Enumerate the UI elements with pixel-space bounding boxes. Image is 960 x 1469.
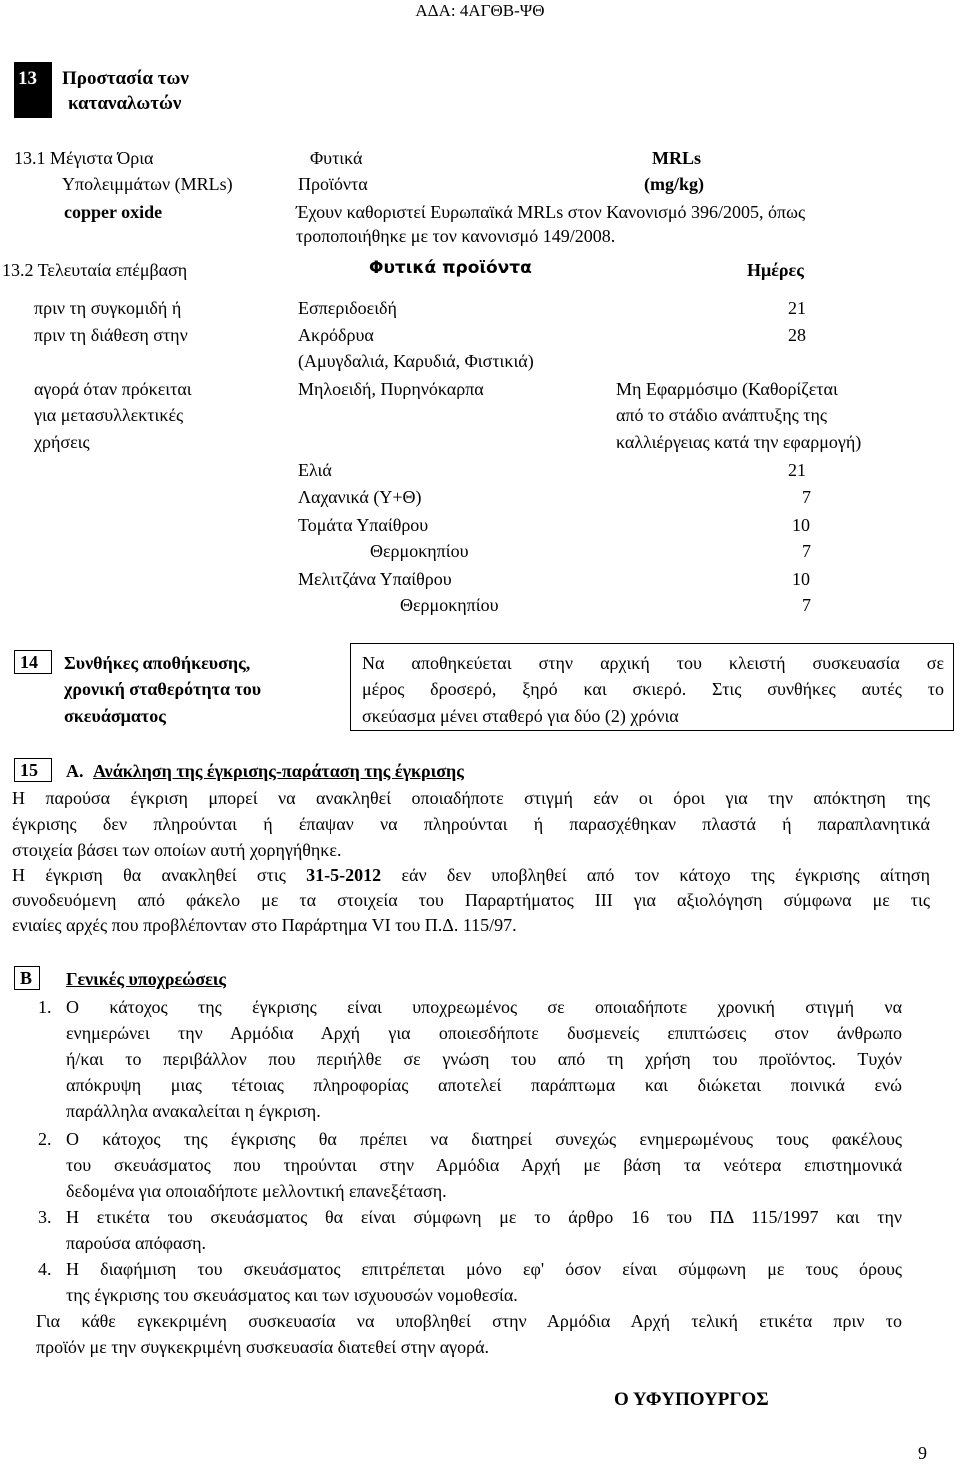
obligation-1-number: 1. xyxy=(38,997,52,1017)
storage-text: Να αποθηκεύεται στην αρχική του κλειστή συσκευασία σε xyxy=(362,653,944,673)
obligation-2: Ο κάτοχος της έγκρισης θα πρέπει να διατηρεί συνεχώς ενημερωμένους τους φακέλους xyxy=(66,1129,902,1149)
phi-row-tomato: Τομάτα Υπαίθρου xyxy=(298,515,429,535)
obligation-1-5: παράλληλα ανακαλείται η έγκριση. xyxy=(66,1101,321,1121)
phi-row-citrus-days: 21 xyxy=(788,298,806,318)
obligation-1-3: ή/και το περιβάλλον που περιήλθε σε γνώση του από τη χρήση του προϊόντος. Τυχόν xyxy=(66,1049,902,1069)
obligation-2-number: 2. xyxy=(38,1129,52,1149)
phi-row-olive: Ελιά xyxy=(298,460,332,480)
final-paragraph: Για κάθε εγκεκριμένη συσκευασία να υποβληθεί στην Αρμόδια Αρχή τελική ετικέτα πριν το xyxy=(36,1311,902,1331)
phi-row-eggplant-greenhouse-days: 7 xyxy=(802,595,811,615)
revocation-p1-2: έγκρισης δεν πληρούνται ή έπαψαν να πληρούνται ή παρασχέθηκαν πλαστά ή παραπλανητικά xyxy=(12,814,930,834)
storage-text-3: σκεύασμα μένει σταθερό για δύο (2) χρόνια xyxy=(362,706,679,726)
revocation-date: 31-5-2012 xyxy=(306,865,382,885)
phi-row-nuts: Ακρόδρυα xyxy=(298,325,374,345)
obligation-2-2: του σκευάσματος που τηρούνται στην Αρμόδια Αρχή με βάση τα νεότερα επιστημονικά xyxy=(66,1155,902,1175)
s13-2-label-6: χρήσεις xyxy=(34,432,90,452)
obligation-3-2: παρούσα απόφαση. xyxy=(66,1233,207,1253)
obligation-2-3: δεδομένα για οποιαδήποτε μελλοντική επανεξέταση. xyxy=(66,1181,447,1201)
obligation-4: Η διαφήμιση του σκευάσματος επιτρέπεται μόνο εφ' όσον είναι σύμφωνη με τους όρους xyxy=(66,1259,902,1279)
section-14-title: Συνθήκες αποθήκευσης, xyxy=(64,653,251,673)
section-14-title-3: σκευάσματος xyxy=(64,706,166,726)
phi-row-nuts-sub: (Αμυγδαλιά, Καρυδιά, Φιστικιά) xyxy=(298,351,534,371)
section-13-title: Προστασία των xyxy=(62,68,189,89)
s13-1-label: 13.1 Μέγιστα Όρια xyxy=(14,148,154,168)
mrl-col-products: Φυτικά xyxy=(310,148,363,168)
mrl-note-2: τροποποιήθηκε με τον κανονισμό 149/2008. xyxy=(296,226,616,246)
phi-row-tomato-greenhouse: Θερμοκηπίου xyxy=(370,541,469,561)
s13-2-label-4: αγορά όταν πρόκειται xyxy=(34,379,192,399)
signature: Ο ΥΦΥΠΟΥΡΓΟΣ xyxy=(614,1389,769,1410)
revocation-p2: Η έγκριση θα ανακληθεί στις 31-5-2012 εάν δεν υποβληθεί από τον κάτοχο της έγκρισης αίτηση xyxy=(12,865,931,885)
phi-row-eggplant-days: 10 xyxy=(792,569,810,589)
mrl-col-units: (mg/kg) xyxy=(644,174,704,194)
section-15-number: 15 xyxy=(14,758,52,782)
mrl-note: Έχουν καθοριστεί Ευρωπαϊκά MRLs στον Κανονισμό 396/2005, όπως xyxy=(296,202,806,222)
ada-header: ΑΔΑ: 4ΑΓΘΒ-ΨΘ xyxy=(415,1,545,20)
revocation-p2-2: συνοδευόμενη από φάκελο με τα στοιχεία του Παραρτήματος ΙΙΙ για αξιολόγηση σύμφωνα με τις xyxy=(12,890,930,910)
obligation-1-2: ενημερώνει την Αρμόδια Αρχή για οποιεσδήποτε δυσμενείς επιπτώσεις στον άνθρωπο xyxy=(66,1023,902,1043)
phi-row-pome-days-2: από το στάδιο ανάπτυξης της xyxy=(616,405,828,425)
phi-row-olive-days: 21 xyxy=(788,460,806,480)
s13-2-label-3: πριν τη διάθεση στην xyxy=(34,325,188,345)
phi-row-nuts-days: 28 xyxy=(788,325,806,345)
revocation-p2-3: ενιαίες αρχές που προβλέπονταν στο Παράρτημα VI του Π.Δ. 115/97. xyxy=(12,915,517,935)
phi-row-tomato-days: 10 xyxy=(792,515,810,535)
phi-row-pome-days-3: καλλιέργειας κατά την εφαρμογή) xyxy=(616,432,862,452)
mrl-col-mrls: MRLs xyxy=(652,148,701,168)
phi-row-citrus: Εσπεριδοειδή xyxy=(298,298,397,318)
obligation-3: Η ετικέτα του σκευάσματος θα είναι σύμφωνη με το άρθρο 16 του ΠΔ 115/1997 και την xyxy=(66,1207,902,1227)
phi-row-vegetables-days: 7 xyxy=(802,487,811,507)
section-b-title: Γενικές υποχρεώσεις xyxy=(66,969,226,989)
s13-1-label-3: copper oxide xyxy=(64,202,163,222)
s13-2-label-5: για μετασυλλεκτικές xyxy=(34,405,184,425)
section-13-title-2: καταναλωτών xyxy=(68,93,182,114)
phi-row-pome: Μηλοειδή, Πυρηνόκαρπα xyxy=(298,379,484,399)
phi-col-days: Ημέρες xyxy=(747,260,804,280)
phi-row-pome-days: Μη Εφαρμόσιμο (Καθορίζεται xyxy=(616,379,838,399)
phi-row-vegetables: Λαχανικά (Υ+Θ) xyxy=(298,487,422,507)
mrl-col-products-2: Προϊόντα xyxy=(298,174,368,194)
revocation-p1: Η παρούσα έγκριση μπορεί να ανακληθεί οποιαδήποτε στιγμή εάν οι όροι για την απόκτηση της xyxy=(12,788,930,808)
phi-row-tomato-greenhouse-days: 7 xyxy=(802,541,811,561)
page-number: 9 xyxy=(918,1443,927,1463)
section-14-number: 14 xyxy=(14,650,52,674)
obligation-4-number: 4. xyxy=(38,1259,52,1279)
final-paragraph-2: προϊόν με την συγκεκριμένη συσκευασία διατεθεί στην αγορά. xyxy=(36,1337,490,1357)
revocation-p1-3: στοιχεία βάσει των οποίων αυτή χορηγήθηκε. xyxy=(12,840,342,860)
section-14-title-2: χρονική σταθερότητα του xyxy=(64,679,262,699)
phi-col-products: Φυτικά προϊόντα xyxy=(369,258,532,278)
s13-2-label-2: πριν τη συγκομιδή ή xyxy=(34,298,182,318)
storage-text-2: μέρος δροσερό, ξηρό και σκιερό. Στις συνθήκες αυτές το xyxy=(362,679,944,699)
obligation-4-2: της έγκρισης του σκευάσματος και των ισχυουσών νομοθεσία. xyxy=(66,1285,518,1305)
section-15-title: Ανάκληση της έγκρισης-παράταση της έγκρισης xyxy=(93,761,464,781)
section-15-letter: Α. xyxy=(66,761,84,781)
obligation-1: Ο κάτοχος της έγκρισης είναι υποχρεωμένος σε οποιαδήποτε χρονική στιγμή να xyxy=(66,997,902,1017)
s13-2-label: 13.2 Τελευταία επέμβαση xyxy=(2,260,188,280)
phi-row-eggplant: Μελιτζάνα Υπαίθρου xyxy=(298,569,452,589)
section-13-number: 13 xyxy=(18,68,37,89)
section-b-marker: Β xyxy=(14,966,40,990)
obligation-1-4: απόκρυψη μιας τέτοιας πληροφορίας αποτελεί παράπτωμα και διώκεται ποινικά ενώ xyxy=(66,1075,902,1095)
phi-row-eggplant-greenhouse: Θερμοκηπίου xyxy=(400,595,499,615)
s13-1-label-2: Υπολειμμάτων (MRLs) xyxy=(62,174,233,194)
obligation-3-number: 3. xyxy=(38,1207,52,1227)
